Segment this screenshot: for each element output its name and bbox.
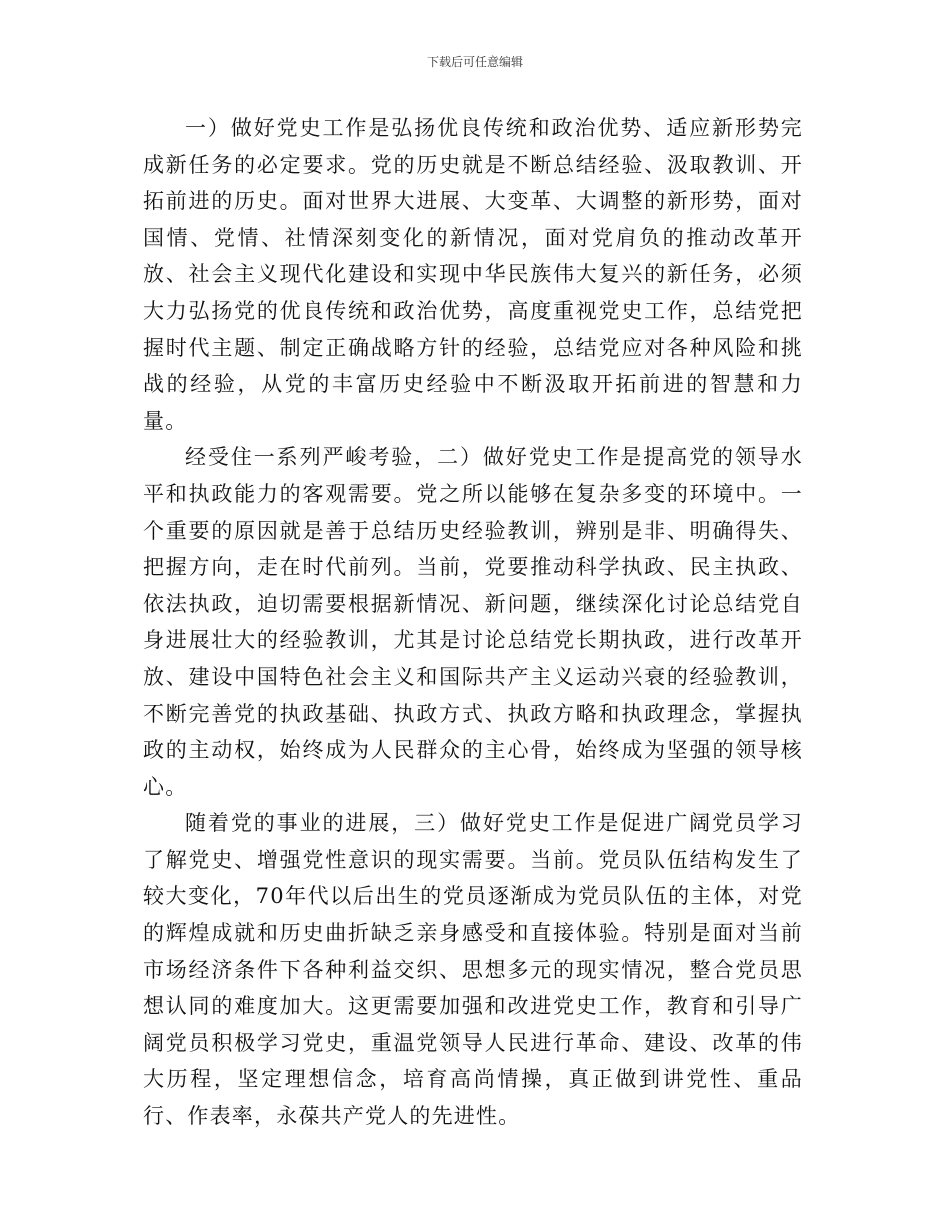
- paragraph-3: 随着党的事业的进展，三）做好党史工作是促进广阔党员学习了解党史、增强党性意识的现实需要。当前。党员队伍结构发生了较大变化，70年代以后出生的党员逐渐成为党员队伍的主体，对党的辉煌成就和历史曲折缺乏亲身感受和直接体验。特别是面对当前市场经济条件下各种利益交织、思想多元的现实情况，整合党员思想认同的难度加大。这更需要加强和改进党史工作，教育和引导广阔党员积极学习党史，重温党领导人民进行革命、建设、改革的伟大历程，坚定理想信念，培育高尚情操，真正做到讲党性、重品行、作表率，永葆共产党人的先进性。: [143, 811, 803, 1129]
- page-header-note: 下载后可任意编辑: [426, 55, 523, 69]
- paragraph-1: 一）做好党史工作是弘扬优良传统和政治优势、适应新形势完成新任务的必定要求。党的历史就是不断总结经验、汲取教训、开拓前进的历史。面对世界大进展、大变革、大调整的新形势，面对国情、党情、社情深刻变化的新情况，面对党肩负的推动改革开放、社会主义现代化建设和实现中华民族伟大复兴的新任务，必须大力弘扬党的优良传统和政治优势，高度重视党史工作，总结党把握时代主题、制定正确战略方针的经验，总结党应对各种风险和挑战的经验，从党的丰富历史经验中不断汲取开拓前进的智慧和力量。: [143, 116, 803, 433]
- paragraph-2: 经受住一系列严峻考验，二）做好党史工作是提高党的领导水平和执政能力的客观需要。党之所以能够在复杂多变的环境中。一个重要的原因就是善于总结历史经验教训，辨别是非、明确得失、把握方向，走在时代前列。当前，党要推动科学执政、民主执政、依法执政，迫切需要根据新情况、新问题，继续深化讨论总结党自身进展壮大的经验教训，尤其是讨论总结党长期执政，进行改革开放、建设中国特色社会主义和国际共产主义运动兴衰的经验教训，不断完善党的执政基础、执政方式、执政方略和执政理念，掌握执政的主动权，始终成为人民群众的主心骨，始终成为坚强的领导核心。: [143, 445, 803, 799]
- document-body: [143, 110, 803, 1135]
